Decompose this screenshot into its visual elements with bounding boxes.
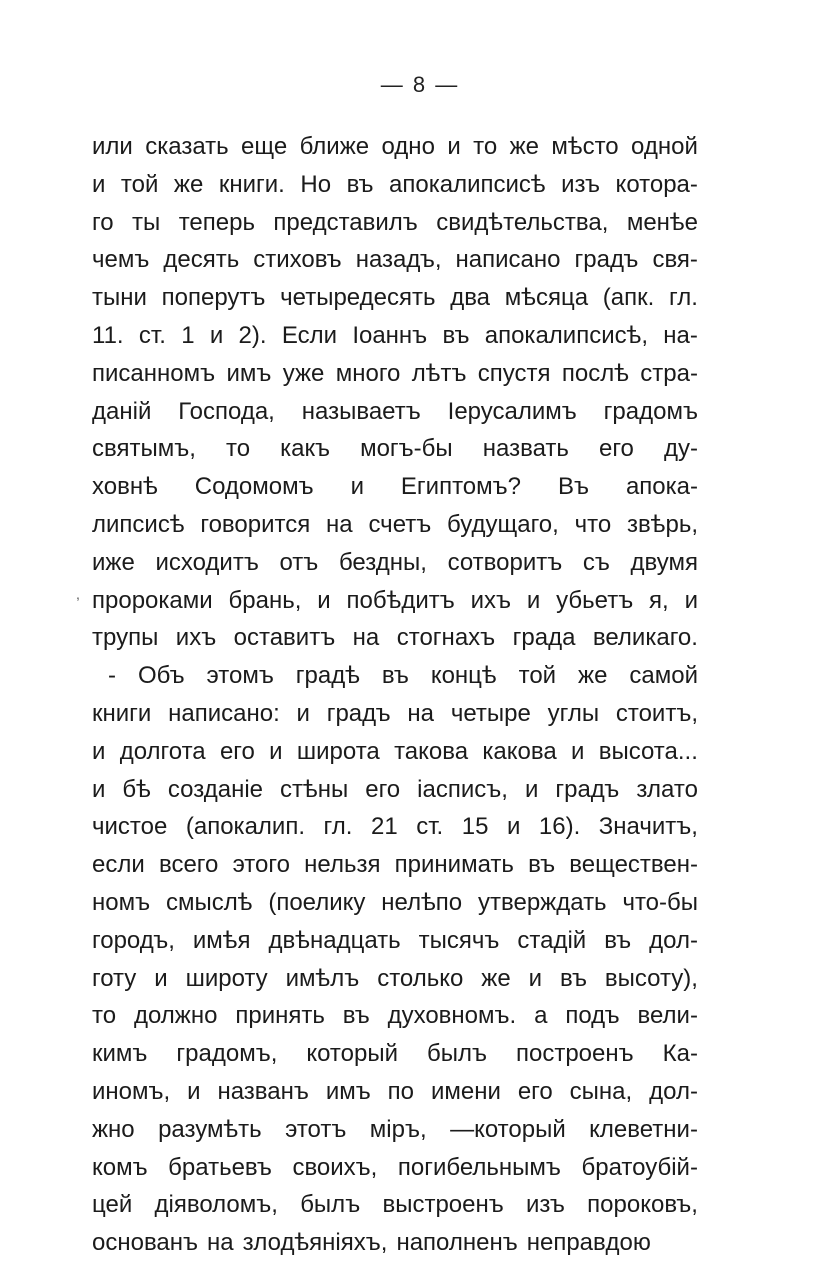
- text-line: писанномъ имъ уже много лѣтъ спустя послѣ стра-: [92, 359, 698, 387]
- page-number: — 8 —: [380, 72, 460, 97]
- text-line: ховнѣ Содомомъ и Египтомъ? Въ апока-: [92, 473, 698, 501]
- text-line: - Объ этомъ градѣ въ концѣ той же самой: [108, 662, 698, 690]
- text-line: иже исходитъ отъ бездны, сотворитъ съ двумя: [92, 548, 698, 576]
- text-line: святымъ, то какъ могъ-бы назвать его ду-: [92, 435, 698, 463]
- text-line: трупы ихъ оставитъ на стогнахъ града великаго.: [92, 624, 698, 652]
- text-line: го ты теперь представилъ свидѣтельства, менѣе: [92, 208, 698, 236]
- margin-mark: ,: [76, 586, 80, 602]
- text-line: кимъ градомъ, который былъ построенъ Ка-: [92, 1040, 698, 1068]
- text-line: готу и широту имѣлъ столько же и въ высоту),: [92, 964, 698, 992]
- text-line: городъ, имѣя двѣнадцать тысячъ стадій въ дол-: [92, 926, 698, 954]
- text-line: и той же книги. Но въ апокалипсисѣ изъ котора-: [92, 170, 698, 198]
- text-line: или сказать еще ближе одно и то же мѣсто одной: [92, 133, 698, 160]
- text-line: цей діяволомъ, былъ выстроенъ изъ пороковъ,: [92, 1191, 698, 1219]
- text-line: 11. ст. 1 и 2). Если Іоаннъ въ апокалипсисѣ, на-: [92, 321, 698, 349]
- text-line: номъ смыслѣ (поелику нелѣпо утверждать что-бы: [92, 888, 698, 916]
- text-line: то должно принять въ духовномъ. а подъ вели-: [92, 1002, 698, 1030]
- text-line: чистое (апокалип. гл. 21 ст. 15 и 16). Значитъ,: [92, 813, 698, 841]
- body-text: [92, 128, 698, 1262]
- text-line: комъ братьевъ своихъ, погибельнымъ братоубій-: [92, 1153, 698, 1181]
- text-line: основанъ на злодѣяніяхъ, наполненъ неправдою: [92, 1229, 651, 1257]
- text-line: и бѣ созданіе стѣны его іасписъ, и градъ злато: [92, 775, 698, 803]
- text-line: чемъ десять стиховъ назадъ, написано градъ свя-: [92, 246, 698, 274]
- text-line: жно разумѣть этотъ міръ, —который клеветни-: [92, 1115, 698, 1143]
- text-line: даній Господа, называетъ Іерусалимъ градомъ: [92, 397, 698, 425]
- text-line: и долгота его и широта такова какова и высота...: [92, 737, 698, 765]
- text-line: пророками брань, и побѣдитъ ихъ и убьетъ я, и: [92, 586, 698, 614]
- text-line: иномъ, и названъ имъ по имени его сына, дол-: [92, 1077, 698, 1105]
- text-line: липсисѣ говорится на счетъ будущаго, что звѣрь,: [92, 510, 698, 538]
- text-line: тыни поперутъ четыредесять два мѣсяца (апк. гл.: [92, 284, 698, 312]
- text-line: книги написано: и градъ на четыре углы стоитъ,: [92, 699, 698, 727]
- text-line: если всего этого нельзя принимать въ веществен-: [92, 851, 698, 879]
